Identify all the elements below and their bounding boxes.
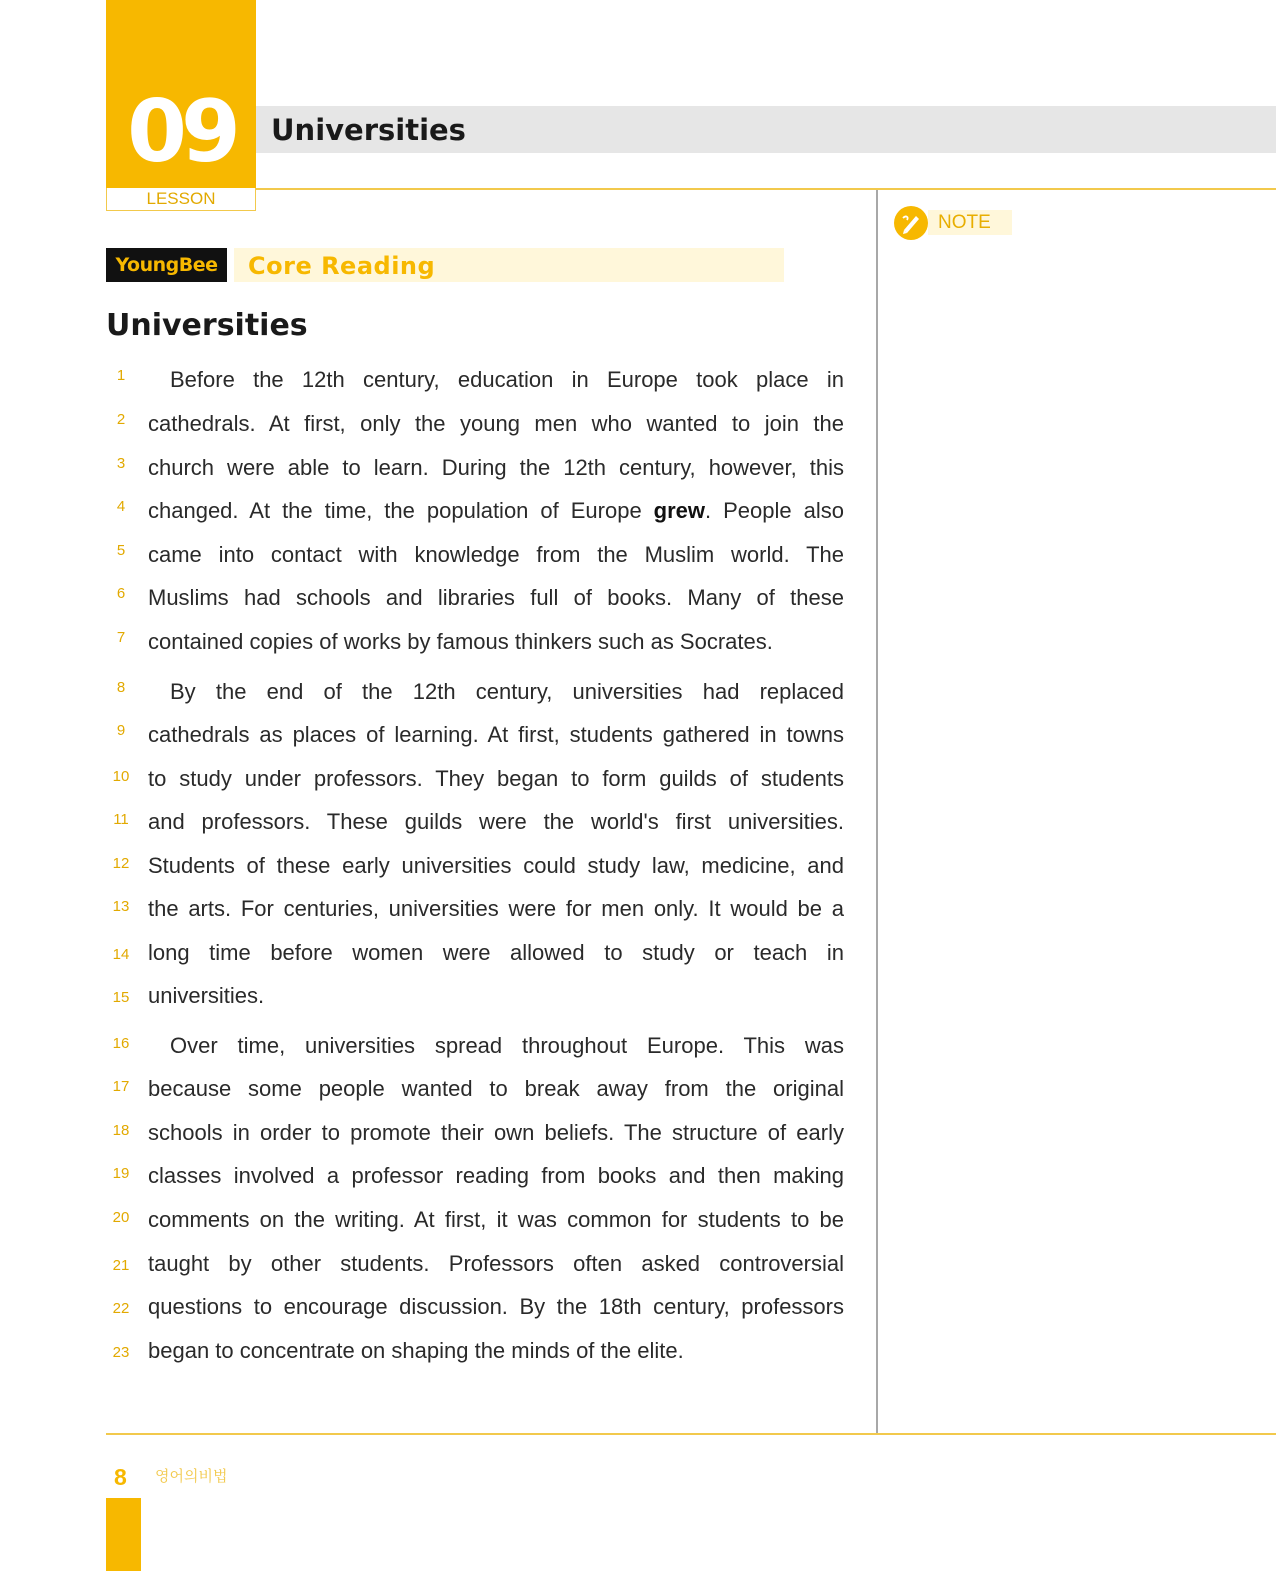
text-line — [170, 365, 844, 395]
text-segment: the arts. For centuries, universities were for men only. It would be a — [148, 896, 844, 921]
line-number: 18 — [112, 1122, 130, 1139]
text-line — [148, 583, 844, 613]
line-number: 17 — [112, 1078, 130, 1095]
line-number: 12 — [112, 855, 130, 872]
line-number: 22 — [112, 1300, 130, 1317]
text-segment: began to concentrate on shaping the minds of the elite. — [148, 1338, 684, 1363]
line-number: 5 — [116, 542, 126, 559]
line-number: 23 — [112, 1344, 130, 1361]
page-title: Universities — [271, 113, 466, 147]
text-line — [148, 938, 844, 968]
text-segment: cathedrals as places of learning. At first, students gathered in towns — [148, 722, 844, 747]
page-tab — [106, 1498, 141, 1571]
line-number: 16 — [112, 1035, 130, 1052]
text-segment: changed. At the time, the population of Europe — [148, 498, 654, 523]
text-segment: classes involved a professor reading from books and then making — [148, 1163, 844, 1188]
book-title: 영어의비법 — [155, 1468, 228, 1485]
text-line — [148, 851, 844, 881]
note-label: NOTE — [928, 210, 1012, 235]
text-line — [148, 764, 844, 794]
vocab-word: grew — [653, 498, 706, 523]
footer-divider — [106, 1433, 1276, 1435]
text-segment: . People also — [705, 498, 844, 523]
lesson-number: 09 — [127, 82, 235, 182]
text-segment: comments on the writing. At first, it was common for students to be — [148, 1207, 844, 1232]
text-segment: Muslims had schools and libraries full of books. Many of these — [148, 585, 844, 610]
text-segment: Over time, universities spread throughout Europe. This was — [170, 1033, 844, 1058]
note-icon — [894, 206, 928, 240]
line-number: 2 — [116, 411, 126, 428]
reading-title: Universities — [106, 308, 308, 343]
text-segment: and professors. These guilds were the world's first universities. — [148, 809, 844, 834]
text-line — [148, 894, 844, 924]
text-line — [170, 1031, 844, 1061]
brand-badge: YoungBee — [106, 248, 227, 282]
text-segment: church were able to learn. During the 12th century, however, this — [148, 455, 844, 480]
text-segment: Before the 12th century, education in Europe took place in — [170, 367, 844, 392]
text-line — [148, 496, 844, 526]
line-number: 7 — [116, 629, 126, 646]
line-number: 4 — [116, 498, 126, 515]
text-line — [170, 677, 844, 707]
text-line — [148, 453, 844, 483]
text-segment: Students of these early universities could study law, medicine, and — [148, 853, 844, 878]
line-number: 15 — [112, 989, 130, 1006]
text-line — [148, 1205, 844, 1235]
text-line — [148, 807, 844, 837]
line-number: 8 — [116, 679, 126, 696]
text-line — [148, 540, 844, 570]
text-segment: cathedrals. At first, only the young men who wanted to join the — [148, 411, 844, 436]
text-line — [148, 720, 844, 750]
text-line — [148, 1161, 844, 1191]
section-label: Core Reading — [248, 252, 436, 280]
line-number: 9 — [116, 722, 126, 739]
text-segment: taught by other students. Professors often asked controversial — [148, 1251, 844, 1276]
line-number: 10 — [112, 768, 130, 785]
line-number: 3 — [116, 455, 126, 472]
text-line — [148, 409, 844, 439]
text-segment: came into contact with knowledge from the Muslim world. The — [148, 542, 844, 567]
text-line — [148, 981, 844, 1011]
text-segment: long time before women were allowed to study or teach in — [148, 940, 844, 965]
page-number: 8 — [114, 1464, 127, 1490]
text-line — [148, 1074, 844, 1104]
text-line — [148, 1118, 844, 1148]
text-line — [148, 1336, 844, 1366]
line-number: 6 — [116, 585, 126, 602]
text-segment: schools in order to promote their own beliefs. The structure of early — [148, 1120, 844, 1145]
text-line — [148, 1249, 844, 1279]
text-segment: questions to encourage discussion. By the 18th century, professors — [148, 1294, 844, 1319]
text-segment: contained copies of works by famous thinkers such as Socrates. — [148, 629, 773, 654]
line-number: 19 — [112, 1165, 130, 1182]
line-number: 21 — [112, 1257, 130, 1274]
text-segment: because some people wanted to break away from the original — [148, 1076, 844, 1101]
line-number: 1 — [116, 367, 126, 384]
header-divider — [256, 188, 1276, 190]
line-number: 14 — [112, 946, 130, 963]
line-number: 11 — [113, 811, 129, 828]
text-segment: By the end of the 12th century, universities had replaced — [170, 679, 844, 704]
line-number: 13 — [112, 898, 130, 915]
text-segment: universities. — [148, 983, 265, 1008]
line-number: 20 — [112, 1209, 130, 1226]
text-line — [148, 1292, 844, 1322]
note-column-divider — [876, 190, 878, 1433]
text-line — [148, 627, 844, 657]
lesson-label: LESSON — [106, 188, 256, 211]
text-segment: to study under professors. They began to form guilds of students — [148, 766, 844, 791]
